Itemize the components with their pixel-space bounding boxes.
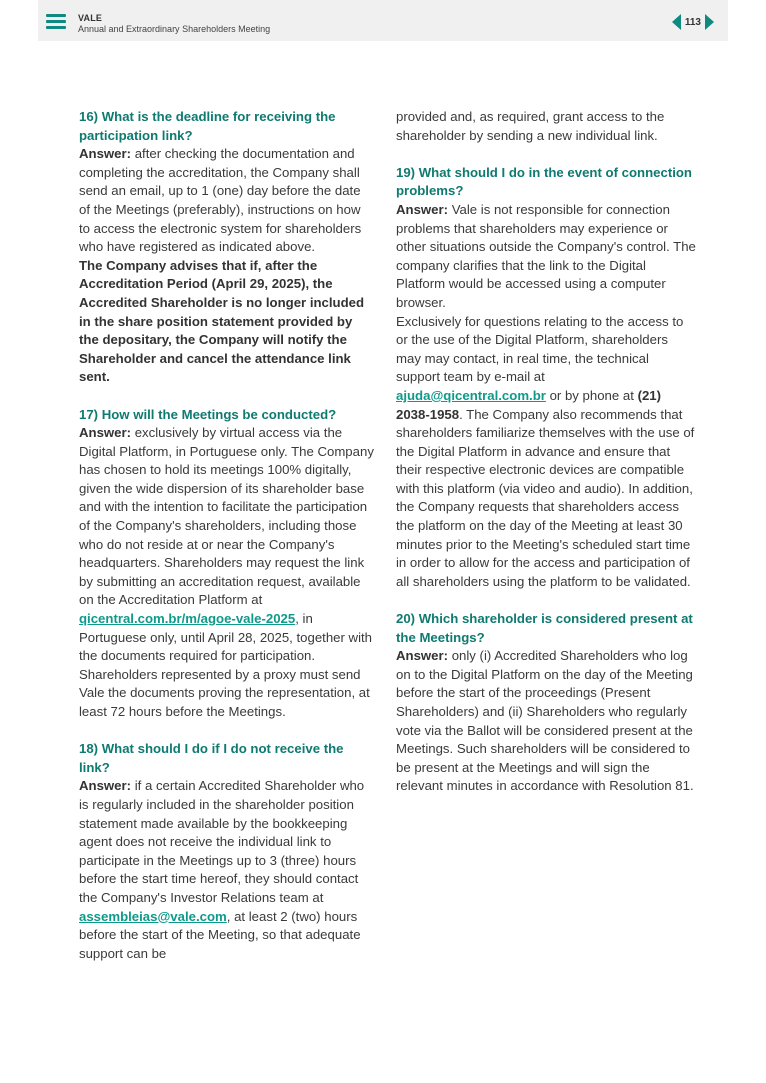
phone-intro: or by phone at bbox=[545, 387, 638, 403]
support-text: Exclusively for questions relating to the access to or the use of the Digital Platform, shareholders may may contact, in real time, the technical support team by e-mail at bbox=[396, 313, 684, 385]
support-text-continued: . The Company also recommends that shareholders familiarize themselves with the use of the Digital Platform in advance and ensure that their respective electronic devices are compatible with this platform (via video and audio). In addition, the Company requests that shareholders access the platform on the day of the Meeting at least 30 minutes prior to the Meeting's scheduled start time in order to allow for the access and participation of all shareholders using the platform to be validated. bbox=[396, 406, 695, 589]
answer-text: exclusively by virtual access via the Digital Platform, in Portuguese only. The Company has chosen to hold its meetings 100% digitally, given the wide dispersion of its shareholder base and with the intention to facilitate the participation of the Company's shareholders, including those who do not reside at or near the Company's headquarters. Shareholders may request the link by submitting an accreditation request, available on the Accreditation Platform at bbox=[79, 425, 374, 608]
question-18-answer bbox=[79, 777, 375, 963]
question-19-support-paragraph bbox=[396, 313, 696, 592]
header-bar bbox=[38, 0, 728, 41]
left-column bbox=[79, 108, 375, 963]
question-17-answer bbox=[79, 424, 375, 722]
question-18-answer-continued: provided and, as required, grant access to the shareholder by sending a new individual link. bbox=[396, 109, 665, 143]
answer-label: Answer: bbox=[79, 146, 132, 162]
question-16-bold-note: The Company advises that if, after the Accreditation Period (April 29, 2025), the Accredited Shareholder is no longer included in the share position statement provided by the depositary, the Company will notify the Shareholder and cancel the attendance link sent. bbox=[79, 257, 365, 385]
investor-relations-email-link[interactable]: assembleias@vale.com bbox=[79, 908, 227, 924]
answer-text-continued: , at least 2 (two) hours before the start of the Meeting, so that adequate support can be bbox=[79, 908, 361, 961]
document-title: Annual and Extraordinary Shareholders Meeting bbox=[78, 24, 271, 34]
question-16-title: 16) What is the deadline for receiving the participation link? bbox=[79, 109, 336, 143]
question-20-answer bbox=[396, 647, 696, 796]
page-navigation bbox=[672, 14, 714, 30]
answer-label: Answer: bbox=[79, 778, 132, 794]
page-number: 113 bbox=[684, 16, 701, 28]
answer-text-continued: , in Portuguese only, until April 28, 2025, together with the documents required for participation. Shareholders represented by a proxy must send Vale the documents proving the representation, at least 72 hours before the Meetings. bbox=[79, 611, 372, 719]
question-17-title: 17) How will the Meetings be conducted? bbox=[79, 406, 337, 422]
brand-name: VALE bbox=[78, 13, 103, 23]
answer-label: Answer: bbox=[79, 425, 132, 441]
support-email-link[interactable]: ajuda@qicentral.com.br bbox=[396, 387, 546, 403]
question-16-answer bbox=[79, 145, 375, 257]
right-column bbox=[396, 108, 696, 796]
question-20-title: 20) Which shareholder is considered present at the Meetings? bbox=[396, 611, 693, 645]
answer-text: Vale is not responsible for connection problems that shareholders may experience or other situations outside the Company's control. The company clarifies that the link to the Digital Platform would be accessed using a computer browser. bbox=[396, 201, 696, 310]
answer-label: Answer: bbox=[396, 201, 449, 217]
answer-text: after checking the documentation and completing the accreditation, the Company shall send an email, up to 1 (one) day before the date of the Meetings (preferably), instructions on how to access the electronic system for shareholders who have registered as indicated above. bbox=[79, 146, 362, 255]
answer-text: if a certain Accredited Shareholder who is regularly included in the shareholder position statement made available by the bookkeeping agent does not receive the individual link to participate in the Meetings up to 3 (three) hours before the start time hereof, they should contact the Company's Investor Relations team at bbox=[79, 778, 365, 905]
question-19-title: 19) What should I do in the event of connection problems? bbox=[396, 164, 692, 199]
menu-icon[interactable] bbox=[46, 14, 66, 30]
answer-label: Answer: bbox=[396, 648, 449, 664]
previous-page-icon[interactable] bbox=[672, 14, 681, 30]
next-page-icon[interactable] bbox=[705, 14, 714, 30]
answer-text: only (i) Accredited Shareholders who log on to the Digital Platform on the day of the Meeting before the start of the proceedings (Present Shareholders) and (ii) Shareholders who regularly vote via the Ballot will be considered present at the Meetings. Such shareholders will be considered to be present at the Meetings and will sign the relevant minutes in accordance with Resolution 81. bbox=[396, 648, 694, 794]
question-18-title: 18) What should I do if I do not receive the link? bbox=[79, 741, 344, 775]
question-19-answer bbox=[396, 201, 696, 313]
support-phone: (21) 2038-1958 bbox=[396, 387, 662, 422]
accreditation-link[interactable]: qicentral.com.br/m/agoe-vale-2025 bbox=[79, 611, 296, 627]
